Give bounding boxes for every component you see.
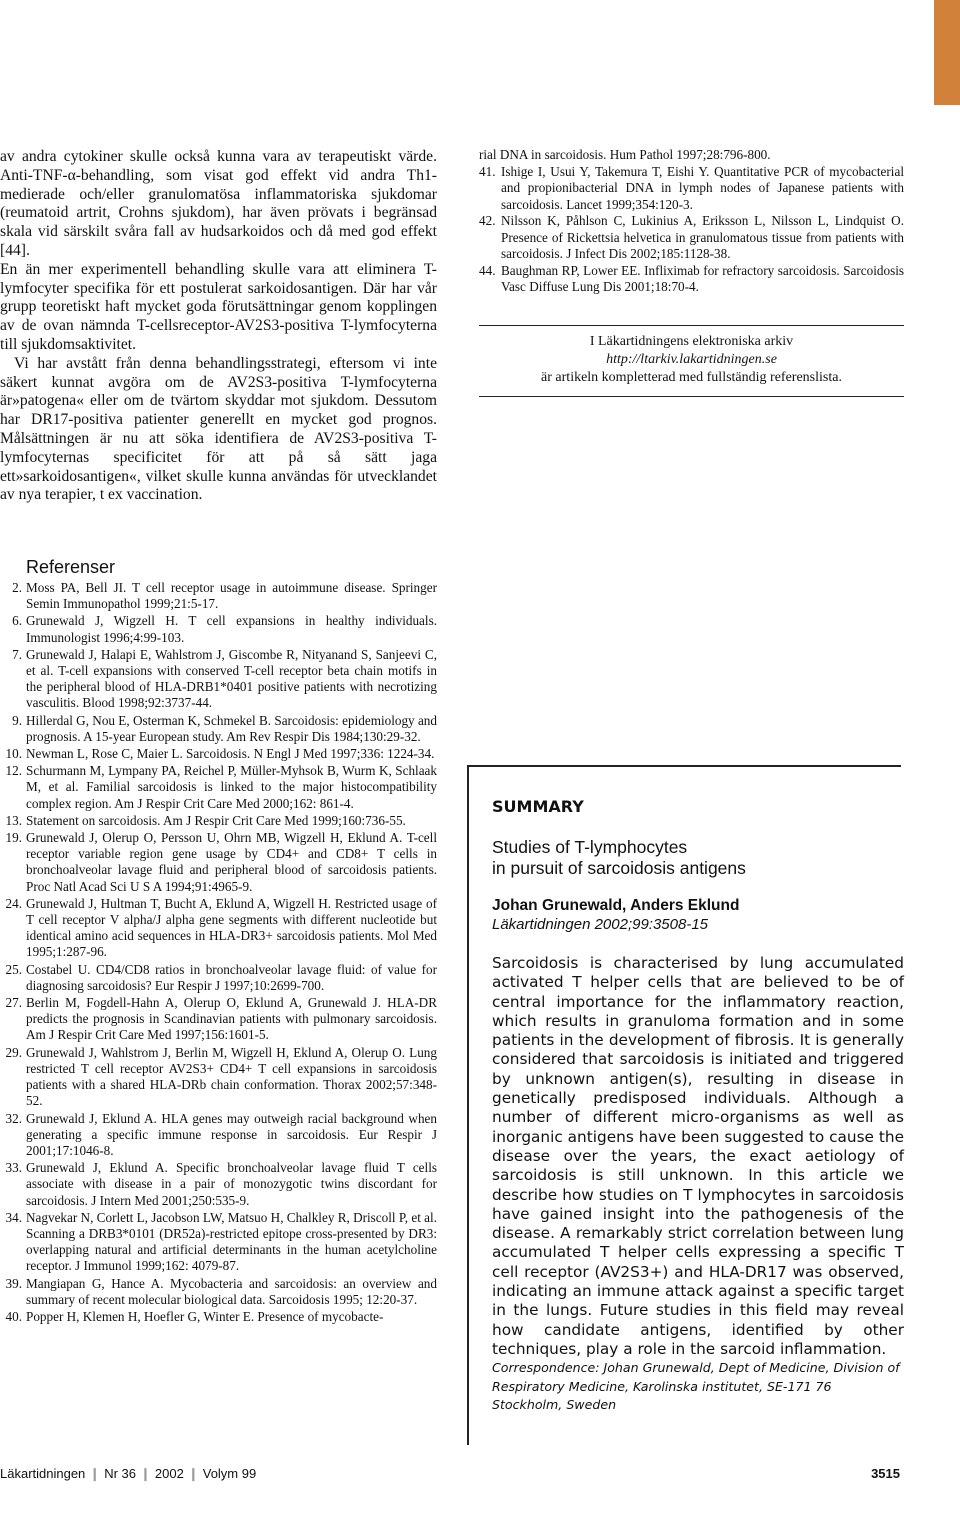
reference-text: Nagvekar N, Corlett L, Jacobson LW, Matsuo H, Chalkley R, Driscoll P, et al. Scanning a DRB3*0101 (DR52a)-restricted epitope cross-presented by DR3: overlapping natural and artificial determinants in the human acetylcholine receptor. J Immunol 1999;162: 4079-87. [26, 1209, 437, 1274]
english-summary-box [492, 797, 904, 1415]
reference-item [0, 896, 437, 961]
summary-correspondence: Correspondence: Johan Grunewald, Dept of Medicine, Division of Respiratory Medicine, Karolinska institutet, SE-171 76 Stockholm, Sweden [492, 1360, 900, 1413]
reference-number: 44. [479, 262, 496, 278]
summary-title-line: Studies of T-lymphocytes [492, 837, 688, 857]
electronic-archive-notice [479, 325, 904, 397]
reference-item [479, 263, 904, 296]
reference-number: 19. [5, 830, 22, 846]
summary-citation: Läkartidningen 2002;99:3508-15 [492, 916, 709, 933]
body-paragraph-3: Vi har avstått från denna behandlingsstrategi, eftersom vi inte säkert kunnat avgöra om de AV2S3-positiva T-lymfocyterna är»patogena« eller om de tvärtom skyddar mot sjukdom. Dessutom har DR17-positiva patienter generellt en mycket god prognos. Målsättningen är nu att söka identifiera de AV2S3-positiva T-lymfocyternas specificitet för att på så sätt jaga ett»sarkoidosantigen«, vilket skulle kunna användas för utvecklandet av nya terapier, t ex vaccination. [0, 354, 437, 504]
footer-issue: Nr 36 [104, 1466, 136, 1481]
reference-item [0, 647, 437, 712]
reference-text: Popper H, Klemen H, Hoefler G, Winter E. Presence of mycobacte- [26, 1308, 384, 1324]
reference-item [0, 1210, 437, 1275]
footer-year: 2002 [154, 1466, 184, 1481]
reference-item [0, 713, 437, 745]
reference-text: Hillerdal G, Nou E, Osterman K, Schmekel B. Sarcoidosis: epidemiology and prognosis. A 15-year European study. Am Rev Respir Dis 1984;130:29-32. [26, 712, 437, 744]
reference-number: 12. [5, 763, 22, 779]
reference-text: Nilsson K, Påhlson C, Lukinius A, Eriksson L, Nilsson L, Lindquist O. Presence of Rickettsia helvetica in granulomatous tissue from patients with sarcoidosis. J Infect Dis 2002;185:1128-38. [501, 213, 904, 261]
reference-number: 42. [479, 213, 496, 228]
reference-number: 7. [12, 646, 22, 662]
summary-title-line: in pursuit of sarcoidosis antigens [492, 857, 746, 878]
body-paragraph-2: En än mer experimentell behandling skulle vara att eliminera T-lymfocyter specifika för ett postulerat sarkoidosantigen. Där har vår grupp teoretiskt haft mycket goda förutsättningar genom kopplingen av de ovan nämnda T-cellsreceptor-AV2S3-positiva T-lymfocyterna till sjukdomsaktivitet. [0, 260, 437, 353]
reference-number: 27. [5, 995, 22, 1011]
summary-authors: Johan Grunewald, Anders Eklund [492, 897, 740, 914]
reference-item [0, 813, 437, 829]
footer-separator: ❙ [140, 1466, 151, 1481]
reference-number: 39. [5, 1275, 22, 1291]
reference-item [0, 962, 437, 994]
body-text-column [0, 148, 437, 505]
reference-item [479, 147, 904, 164]
reference-text: Grunewald J, Halapi E, Wahlstrom J, Giscombe R, Nityanand S, Sanjeevi C, et al. T-cell expansions with conserved T-cell receptor beta chain motifs in the peripheral blood of HLA-DRB1*0401 positive patients with necrotizing vasculitis. Blood 1998;92:3737-44. [26, 646, 437, 711]
summary-top-rule [467, 765, 901, 767]
reference-text: Ishige I, Usui Y, Takemura T, Eishi Y. Quantitative PCR of mycobacterial and propionibacterial DNA in lymph nodes of Japanese patients with sarcoidosis. Lancet 1999;354:120-3. [501, 163, 904, 212]
reference-text: rial DNA in sarcoidosis. Hum Pathol 1997;28:796-800. [479, 147, 771, 162]
footer-journal: Läkartidningen [0, 1466, 86, 1481]
reference-item [0, 746, 437, 762]
page-number: 3515 [871, 1466, 900, 1481]
reference-text: Grunewald J, Eklund A. HLA genes may outweigh racial background when generating a specific immune response in sarcoidosis. Eur Respir J 2001;17:1046-8. [26, 1110, 437, 1158]
reference-number: 33. [5, 1160, 22, 1176]
reference-item [0, 1309, 437, 1325]
reference-text: Statement on sarcoidosis. Am J Respir Crit Care Med 1999;160:736-55. [26, 812, 406, 828]
summary-left-rule [467, 765, 469, 1445]
reference-text: Grunewald J, Wigzell H. T cell expansions in healthy individuals. Immunologist 1996;4:99-103. [26, 613, 437, 645]
footer-separator: ❙ [89, 1466, 101, 1481]
reference-number: 29. [5, 1044, 22, 1060]
reference-item [0, 1111, 437, 1160]
summary-body: Sarcoidosis is characterised by lung accumulated activated T helper cells that are believed to be of central importance for the inflammatory reaction, which results in granuloma formation and in some patients in the development of fibrosis. It is generally considered that sarcoidosis is initiated and triggered by unknown antigen(s), resulting in disease in genetically predisposed individuals. Although a number of different micro-organisms as well as inorganic antigens have been suggested to cause the disease over the years, the exact aetiology of sarcoidosis is still unknown. In this article we describe how studies on T lymphocytes in sarcoidosis have gained insight into the pathogenesis of the disease. A remarkably strict correlation between lung accumulated T helper cells expressing a specific T cell receptor (AV2S3+) and HLA-DR17 was observed, indicating an immune attack against a specific target in the lungs. Future studies in this field may reveal how candidate antigens, identified by other techniques, play a role in the sarcoid inflammation. [492, 954, 904, 1358]
reference-item [0, 763, 437, 812]
reference-text: Grunewald J, Wahlstrom J, Berlin M, Wigzell H, Eklund A, Olerup O. Lung restricted T cell receptor AV2S3+ CD4+ T cell expansions in sarcoidosis patients with a shared HLA-DRb chain conformation. Thorax 2002;57:348-52. [26, 1044, 437, 1109]
reference-text: Berlin M, Fogdell-Hahn A, Olerup O, Eklund A, Grunewald J. HLA-DR predicts the prognosis in Scandinavian patients with pulmonary sarcoidosis. Am J Respir Crit Care Med 1997;156:1601-5. [26, 995, 437, 1043]
reference-number: 6. [12, 613, 22, 629]
reference-text: Mangiapan G, Hance A. Mycobacteria and sarcoidosis: an overview and summary of recent molecular biological data. Sarcoidosis 1995; 12:20-37. [26, 1275, 437, 1307]
footer-volume: Volym 99 [202, 1466, 257, 1481]
reference-item [0, 995, 437, 1044]
reference-text: Costabel U. CD4/CD8 ratios in bronchoalveolar lavage fluid: of value for diagnosing sarcoidosis? Eur Respir J 1997;10:2699-700. [26, 961, 437, 993]
reference-number: 24. [5, 895, 22, 911]
archive-url-link[interactable]: http://ltarkiv.lakartidningen.se [606, 352, 777, 367]
reference-item [0, 830, 437, 895]
archive-line: I Läkartidningens elektroniska arkiv [589, 334, 794, 349]
reference-number: 13. [5, 812, 22, 828]
reference-text: Schurmann M, Lympany PA, Reichel P, Müller-Myhsok B, Wurm K, Schlaak M, et al. Familial sarcoidosis is linked to the major histocompatibility complex region. Am J Respir Crit Care Med 2000;162: 861-4. [26, 763, 437, 811]
references-continued [479, 147, 904, 296]
references-heading: Referenser [26, 557, 116, 577]
references-list [0, 580, 437, 1326]
reference-number: 2. [12, 580, 22, 595]
reference-text: Moss PA, Bell JI. T cell receptor usage in autoimmune disease. Springer Semin Immunopathol 1999;21:5-17. [26, 580, 437, 612]
reference-item [0, 1276, 437, 1308]
reference-number: 25. [5, 961, 22, 977]
archive-line: är artikeln kompletterad med fullständig referenslista. [541, 370, 842, 385]
reference-item [479, 213, 904, 263]
reference-number: 32. [5, 1110, 22, 1126]
reference-text: Baughman RP, Lower EE. Infliximab for refractory sarcoidosis. Sarcoidosis Vasc Diffuse Lung Dis 2001;18:70-4. [501, 262, 904, 294]
reference-text: Newman L, Rose C, Maier L. Sarcoidosis. N Engl J Med 1997;336: 1224-34. [26, 746, 435, 762]
reference-text: Grunewald J, Eklund A. Specific bronchoalveolar lavage fluid T cells associate with disease in a pair of monozygotic twins discordant for sarcoidosis. J Intern Med 2001;250:535-9. [26, 1160, 437, 1208]
reference-number: 41. [479, 163, 496, 179]
reference-item [479, 164, 904, 214]
reference-number: 40. [5, 1308, 22, 1324]
summary-label: SUMMARY [492, 797, 584, 816]
reference-item [0, 580, 437, 612]
page-footer [0, 1466, 256, 1482]
footer-separator: ❙ [187, 1466, 199, 1481]
reference-item [0, 613, 437, 645]
reference-item [0, 1045, 437, 1110]
accent-corner-bar [934, 0, 960, 105]
reference-number: 9. [12, 712, 22, 728]
reference-text: Grunewald J, Olerup O, Persson U, Ohrn MB, Wigzell H, Eklund A. T-cell receptor variable region gene usage by CD4+ and CD8+ T cells in bronchoalveolar lavage fluid and peripheral blood of sarcoidosis patients. Proc Natl Acad Sci U S A 1994;91:4965-9. [26, 830, 437, 894]
reference-number: 10. [5, 746, 22, 762]
reference-text: Grunewald J, Hultman T, Bucht A, Eklund A, Wigzell H. Restricted usage of T cell receptor V alpha/J alpha gene segments with different nucleotide but identical amino acid sequences in HLA-DR3+ sarcoidosis patients. Mol Med 1995;1:287-96. [26, 895, 437, 960]
reference-number: 34. [5, 1209, 22, 1225]
summary-title [492, 837, 904, 878]
reference-item [0, 1160, 437, 1209]
body-paragraph-1: av andra cytokiner skulle också kunna vara av terapeutiskt värde. Anti-TNF-α-behandling, som visat god effekt vid andra Th1-medierade och/eller granulomatösa inflammatoriska sjukdomar (reumatoid artrit, Crohns sjukdom), har även prövats i begränsad skala vid särskilt svåra fall av hudsarkoidos och då med god effekt [44]. [0, 148, 437, 259]
